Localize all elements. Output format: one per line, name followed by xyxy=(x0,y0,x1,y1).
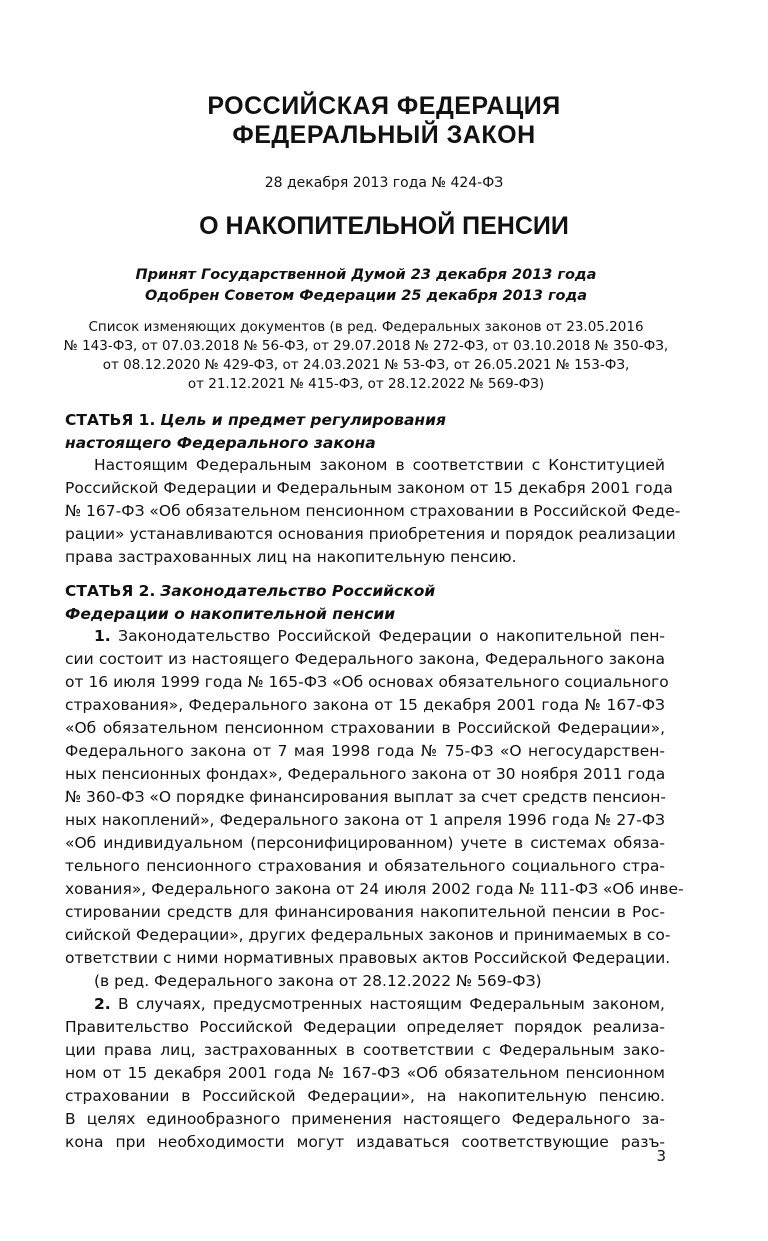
text-line: кона при необходимости могут издаваться соответствующие разъ- xyxy=(65,1133,665,1151)
article-1-heading xyxy=(65,409,446,432)
text-line: В целях единообразного применения настоящего Федерального за- xyxy=(65,1110,665,1128)
header-country: РОССИЙСКАЯ ФЕДЕРАЦИЯ xyxy=(207,92,561,120)
text-line: тельного пенсионного страхования и обязательного социального стра- xyxy=(65,857,665,875)
text-line: ответствии с ними нормативных правовых актов Российской Федерации. xyxy=(65,949,671,967)
amendments-line: от 08.12.2020 № 429-ФЗ, от 24.03.2021 № 53-ФЗ, от 26.05.2021 № 153-ФЗ, xyxy=(102,357,630,373)
article-2-heading xyxy=(65,580,435,603)
text-line: от 16 июля 1999 года № 165-ФЗ «Об основах обязательного социального xyxy=(65,673,669,691)
article-2-title: Законодательство Российской xyxy=(160,582,436,600)
page-number: 3 xyxy=(656,1147,666,1165)
article-2-heading-cont xyxy=(65,603,395,626)
article-1-title-cont: настоящего Федерального закона xyxy=(65,434,376,452)
law-title: О НАКОПИТЕЛЬНОЙ ПЕНСИИ xyxy=(199,212,569,240)
text-line: сии состоит из настоящего Федерального закона, Федерального закона xyxy=(65,650,665,668)
header-law-type: ФЕДЕРАЛЬНЫЙ ЗАКОН xyxy=(232,121,536,149)
text-line: права застрахованных лиц на накопительную пенсию. xyxy=(65,548,517,566)
text-line: ном от 15 декабря 2001 года № 167-ФЗ «Об обязательном пенсионном xyxy=(65,1064,665,1082)
article-2-label: СТАТЬЯ 2. xyxy=(65,582,156,600)
text-line: страховании в Российской Федерации», на накопительную пенсию. xyxy=(65,1087,665,1105)
text-line: страхования», Федерального закона от 15 декабря 2001 года № 167-ФЗ xyxy=(65,696,665,714)
text-line: ных пенсионных фондах», Федерального закона от 30 ноября 2011 года xyxy=(65,765,666,783)
text-line: «Об обязательном пенсионном страховании в Российской Федерации», xyxy=(65,719,665,737)
text-line: ных накоплений», Федерального закона от 1 апреля 1996 года № 27-ФЗ xyxy=(65,811,665,829)
amendments-line: от 21.12.2021 № 415-ФЗ, от 28.12.2022 № 569-ФЗ) xyxy=(187,376,545,392)
text-line: Федерального закона от 7 мая 1998 года № 75-ФЗ «О негосударствен- xyxy=(65,742,665,760)
text-line: рации» устанавливаются основания приобретения и порядок реализации xyxy=(65,525,676,543)
article-2-title-cont: Федерации о накопительной пенсии xyxy=(65,605,396,623)
paragraph-1-first-line xyxy=(65,625,665,649)
paragraph-2-number: 2. xyxy=(94,995,111,1013)
text-line: № 360-ФЗ «О порядке финансирования выплат за счет средств пенсион- xyxy=(65,788,667,806)
text-line: Настоящим Федеральным законом в соответствии с Конституцией xyxy=(94,456,665,474)
amendments-line: Список изменяющих документов (в ред. Федеральных законов от 23.05.2016 xyxy=(88,319,644,335)
adopted-by-duma: Принят Государственной Думой 23 декабря 2013 года xyxy=(135,267,597,283)
text-line: сийской Федерации», других федеральных законов и принимаемых в со- xyxy=(65,926,671,944)
law-date-number: 28 декабря 2013 года № 424-ФЗ xyxy=(264,175,504,191)
article-1-heading-cont xyxy=(65,432,376,455)
amendments-line: № 143-ФЗ, от 07.03.2018 № 56-ФЗ, от 29.07.2018 № 272-ФЗ, от 03.10.2018 № 350-ФЗ, xyxy=(63,338,669,354)
text-line: Правительство Российской Федерации определяет порядок реализа- xyxy=(65,1018,665,1036)
text-line: № 167-ФЗ «Об обязательном пенсионном страховании в Российской Феде- xyxy=(65,502,681,520)
paragraph-1-text: Законодательство Российской Федерации о накопительной пен- xyxy=(118,627,665,645)
text-line: стировании средств для финансирования накопительной пенсии в Рос- xyxy=(65,903,665,921)
text-line: Российской Федерации и Федеральным законом от 15 декабря 2001 года xyxy=(65,479,673,497)
article-1-title: Цель и предмет регулирования xyxy=(160,411,446,429)
paragraph-2-text: В случаях, предусмотренных настоящим Федеральным законом, xyxy=(118,995,665,1013)
text-line: ции права лиц, застрахованных в соответствии с Федеральным зако- xyxy=(65,1041,665,1059)
approved-by-council: Одобрен Советом Федерации 25 декабря 2013 года xyxy=(144,288,588,304)
paragraph-1-number: 1. xyxy=(94,627,111,645)
text-line: «Об индивидуальном (персонифицированном) учете в системах обяза- xyxy=(65,834,665,852)
amendment-note: (в ред. Федерального закона от 28.12.2022 № 569-ФЗ) xyxy=(94,972,542,990)
paragraph-2-first-line xyxy=(65,993,665,1017)
text-line: хования», Федерального закона от 24 июля 2002 года № 111-ФЗ «Об инве- xyxy=(65,880,684,898)
article-1-label: СТАТЬЯ 1. xyxy=(65,411,156,429)
